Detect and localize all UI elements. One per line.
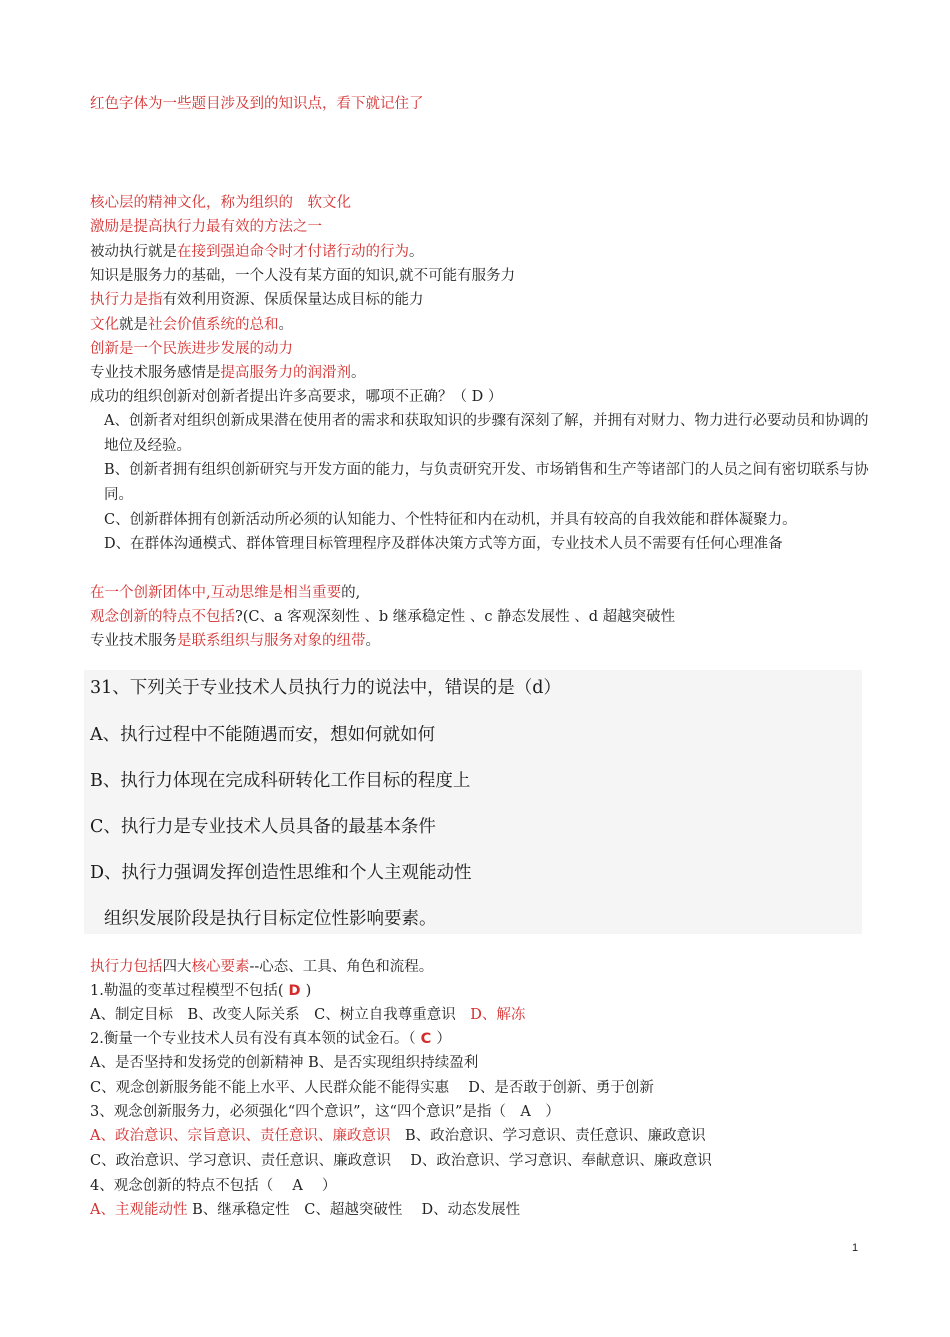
question-innovator-option-d: D、在群体沟通模式、群体管理目标管理程序及群体决策方式等方面，专业技术人员不需要有任何心理准备 [104, 536, 783, 552]
question-innovator-option-c: C、创新群体拥有创新活动所必须的认知能力、个性特征和内在动机，并具有较高的自我效能和群体凝聚力。 [104, 512, 797, 528]
knowledge-point-culture: 文化就是社会价值系统的总和。 [90, 317, 293, 333]
page-number: 1 [852, 1242, 859, 1254]
question-31-option-d: D、执行力强调发挥创造性思维和个人主观能动性 [90, 863, 472, 883]
question-4: 4、观念创新的特点不包括（ A ） [90, 1178, 337, 1194]
question-3: 3、观念创新服务力，必须强化“四个意识”，这“四个意识”是指（ A ） [90, 1104, 560, 1120]
knowledge-point-execution-elements: 执行力包括四大核心要素--心态、工具、角色和流程。 [90, 959, 434, 975]
question-4-options: A、主观能动性 B、继承稳定性 C、超越突破性 D、动态发展性 [90, 1202, 521, 1218]
question-31-note: 组织发展阶段是执行目标定位性影响要素。 [104, 909, 437, 929]
question-31-option-b: B、执行力体现在完成科研转化工作目标的程度上 [90, 771, 471, 791]
intro-note: 红色字体为一些题目涉及到的知识点，看下就记住了 [90, 96, 424, 112]
question-31: 31、下列关于专业技术人员执行力的说法中，错误的是（d） [90, 678, 561, 698]
knowledge-point-soft-culture: 核心层的精神文化，称为组织的 软文化 [90, 195, 351, 211]
question-31-block [84, 670, 862, 934]
question-1-options: A、制定目标 B、改变人际关系 C、树立自我尊重意识 D、解冻 [90, 1007, 526, 1023]
knowledge-point-service-bond: 专业技术服务是联系组织与服务对象的纽带。 [90, 633, 380, 649]
question-2: 2.衡量一个专业技术人员有没有真本领的试金石。（ C ） [90, 1031, 451, 1047]
knowledge-point-motivation: 激励是提高执行力最有效的方法之一 [90, 219, 322, 235]
question-31-option-c: C、执行力是专业技术人员具备的最基本条件 [90, 817, 436, 837]
question-innovator: 成功的组织创新对创新者提出许多高要求，哪项不正确？（ D ） [90, 389, 503, 405]
question-innovator-option-b: B、创新者拥有组织创新研究与开发方面的能力，与负责研究开发、市场销售和生产等诸部门的人员之间有密切联系与协同。 [104, 462, 869, 503]
knowledge-point-innovation: 创新是一个民族进步发展的动力 [90, 341, 293, 357]
question-1: 1.勒温的变革过程模型不包括( D ) [90, 983, 312, 999]
question-3-options-ab: A、政治意识、宗旨意识、责任意识、廉政意识 B、政治意识、学习意识、责任意识、廉政意识 [90, 1128, 706, 1144]
question-innovator-option-a: A、创新者对组织创新成果潜在使用者的需求和获取知识的步骤有深刻了解，并拥有对财力、物力进行必要动员和协调的地位及经验。 [104, 413, 869, 454]
knowledge-point-interactive-thinking: 在一个创新团体中,互动思维是相当重要的, [90, 585, 361, 601]
knowledge-point-service-basis: 知识是服务力的基础，一个人没有某方面的知识,就不可能有服务力 [90, 268, 516, 284]
knowledge-point-concept-innovation: 观念创新的特点不包括?(C、a 客观深刻性 、b 继承稳定性 、c 静态发展性 、d 超越突破性 [90, 609, 676, 625]
question-31-option-a: A、执行过程中不能随遇而安，想如何就如何 [90, 725, 436, 745]
question-3-options-cd: C、政治意识、学习意识、责任意识、廉政意识 D、政治意识、学习意识、奉献意识、廉政意识 [90, 1153, 712, 1169]
knowledge-point-execution-definition: 执行力是指有效利用资源、保质保量达成目标的能力 [90, 292, 424, 308]
knowledge-point-passive-execution: 被动执行就是在接到强迫命令时才付诸行动的行为。 [90, 244, 424, 260]
knowledge-point-service-emotion: 专业技术服务感情是提高服务力的润滑剂。 [90, 365, 366, 381]
question-2-options-cd: C、观念创新服务能不能上水平、人民群众能不能得实惠 D、是否敢于创新、勇于创新 [90, 1080, 654, 1096]
question-2-options-ab: A、是否坚持和发扬党的创新精神 B、是否实现组织持续盈利 [90, 1055, 479, 1071]
